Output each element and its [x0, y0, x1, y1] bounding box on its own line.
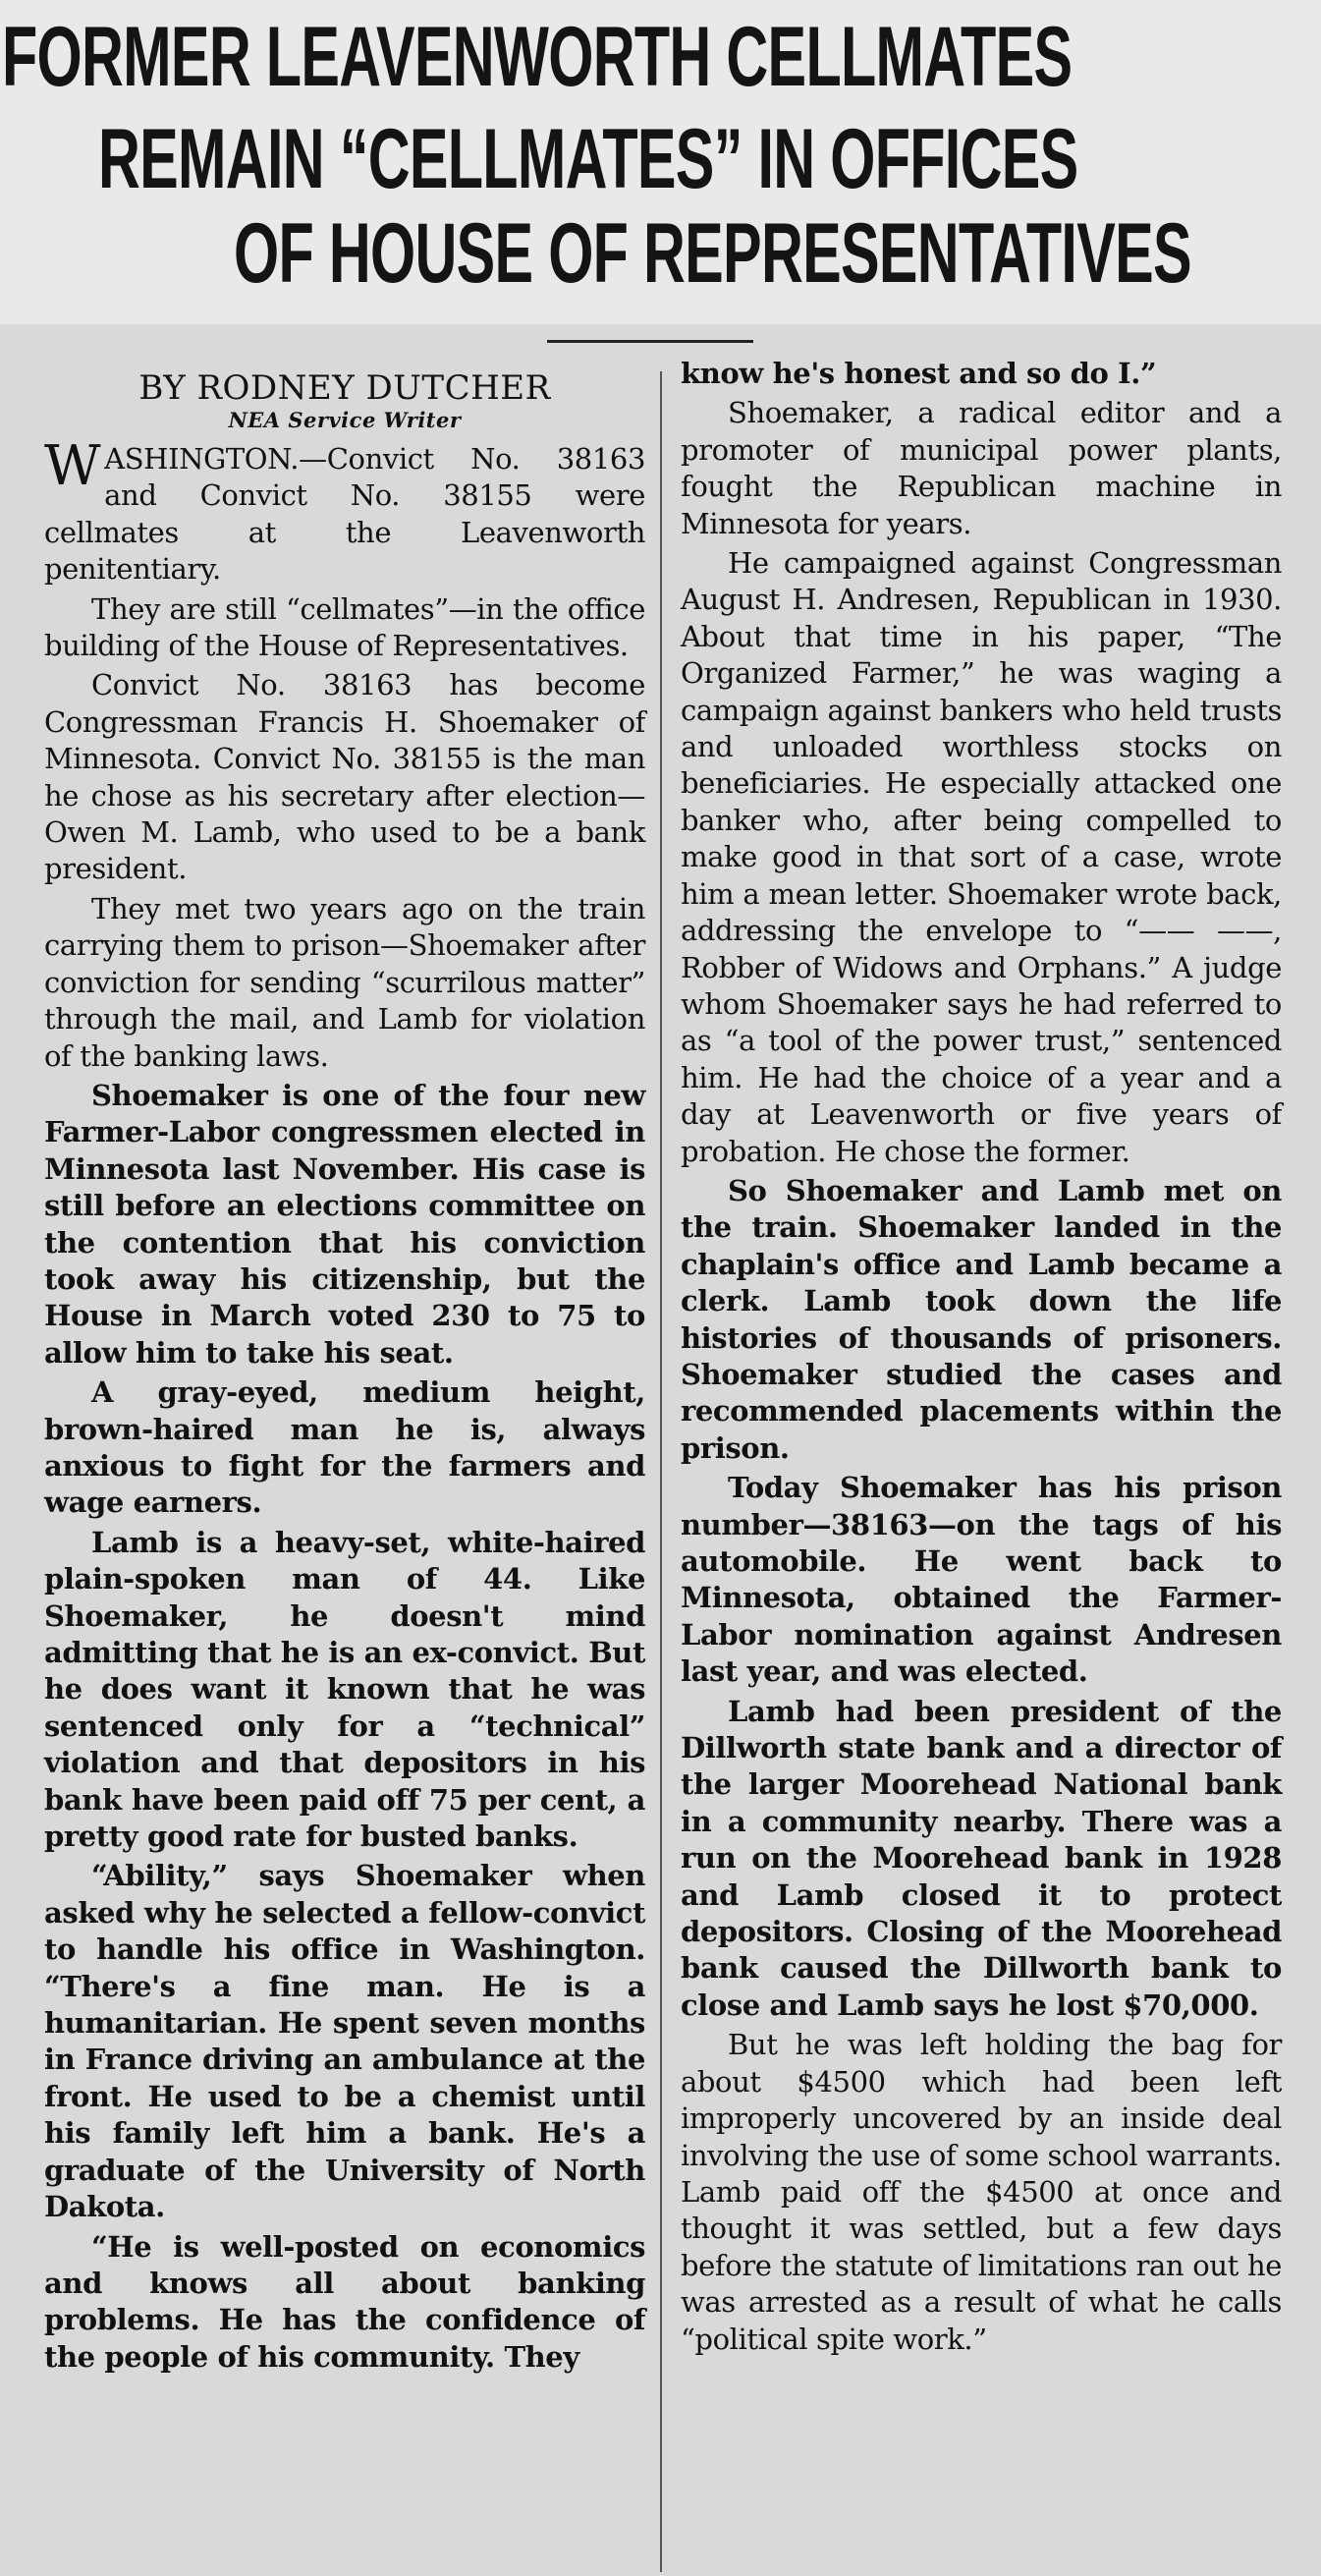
paragraph: Today Shoemaker has his prison number—38163—on the tags of his automobile. He went back to Minnesota, obtained the Farmer-Labor nomination against Andresen last year, and was elected.: [681, 1471, 1282, 1689]
article-column-right: [681, 356, 1282, 2361]
paragraph: He campaigned against Congressman August H. Andresen, Republican in 1930. About that time in his paper, “The Organized Farmer,” he was waging a campaign against bankers who held trusts and unloaded worthless stocks on beneficiaries. He especially attacked one banker who, after being compelled to make good in that sort of a case, wrote him a mean letter. Shoemaker wrote back, addressing the envelope to “—— ——, Robber of Widows and Orphans.” A judge whom Shoemaker says he had referred to as “a tool of the power trust,” sentenced him. He had the choice of a year and a day at Leavenworth or five years of probation. He chose the former.: [681, 546, 1282, 1168]
headline-line-2: REMAIN “CELLMATES” IN OFFICES: [98, 112, 1078, 206]
paragraph: Lamb had been president of the Dillworth state bank and a director of the larger Moorehead National bank in a community nearby. There was a run on the Moorehead bank in 1928 and Lamb closed it to protect depositors. Closing of the Moorehead bank caused the Dillworth bank to close and Lamb says he lost $70,000.: [681, 1694, 1282, 2022]
paragraph: Lamb is a heavy-set, white-haired plain-spoken man of 44. Like Shoemaker, he doesn't mind admitting that he is an ex-convict. But he does want it known that he was sentenced only for a “technical” violation and that depositors in his bank have been paid off 75 per cent, a pretty good rate for busted banks.: [44, 1525, 645, 1854]
paragraph: WASHINGTON.—Convict No. 38163 and Convict No. 38155 were cellmates at the Leavenworth penitentiary.: [44, 434, 645, 587]
headline-line-3: OF HOUSE OF REPRESENTATIVES: [234, 206, 1191, 301]
byline-service: NEA Service Writer: [228, 408, 462, 432]
paragraph: “He is well-posted on economics and knows all about banking problems. He has the confidence of the people of his community. They: [44, 2229, 645, 2374]
paragraph: So Shoemaker and Lamb met on the train. Shoemaker landed in the chaplain's office and Lamb became a clerk. Lamb took down the life histories of thousands of prisoners. Shoemaker studied the cases and recommended placements within the prison.: [681, 1173, 1282, 1465]
paragraph: Shoemaker, a radical editor and a promoter of municipal power plants, fought the Republican machine in Minnesota for years.: [681, 396, 1282, 540]
paragraph: Convict No. 38163 has become Congressman Francis H. Shoemaker of Minnesota. Convict No. 38155 is the man he chose as his secretary after election—Owen M. Lamb, who used to be a bank president.: [44, 668, 645, 886]
column-divider: [660, 371, 662, 2572]
byline-author: BY RODNEY DUTCHER: [138, 368, 551, 408]
article-column-left: [44, 359, 645, 2379]
paragraph: They are still “cellmates”—in the office building of the House of Representatives.: [44, 591, 645, 663]
paragraph: They met two years ago on the train carrying them to prison—Shoemaker after conviction for sending “scurrilous matter” through the mail, and Lamb for violation of the banking laws.: [44, 891, 645, 1073]
paragraph: But he was left holding the bag for about $4500 which had been left improperly uncovered by an inside deal involving the use of some school warrants. Lamb paid off the $4500 at once and thought it was settled, but a few days before the statute of limitations ran out he was arrested as a result of what he calls “political spite work.”: [681, 2028, 1282, 2356]
headline-rule: [547, 340, 753, 343]
paragraph: “Ability,” says Shoemaker when asked why he selected a fellow-convict to handle his office in Washington. “There's a fine man. He is a humanitarian. He spent seven months in France driving an ambulance at the front. He used to be a chemist until his family left him a bank. He's a graduate of the University of North Dakota.: [44, 1859, 645, 2224]
headline-block: [0, 0, 1321, 324]
paragraph: Shoemaker is one of the four new Farmer-Labor congressmen elected in Minnesota last November. His case is still before an elections committee on the contention that his conviction took away his citizenship, but the House in March voted 230 to 75 to allow him to take his seat.: [44, 1078, 645, 1370]
paragraph: know he's honest and so do I.”: [681, 357, 1157, 390]
paragraph: A gray-eyed, medium height, brown-haired man he is, always anxious to fight for the farmers and wage earners.: [44, 1375, 645, 1520]
headline-line-1: FORMER LEAVENWORTH CELLMATES: [2, 10, 1073, 104]
